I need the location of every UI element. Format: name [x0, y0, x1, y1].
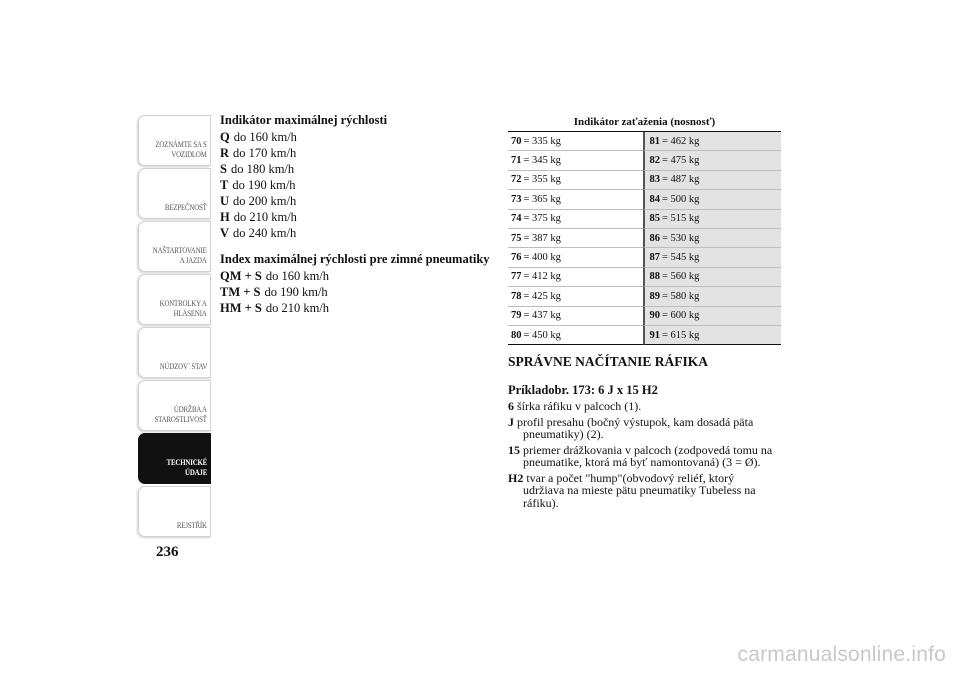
load-value: = 515 kg [662, 213, 700, 225]
table-row [508, 287, 781, 306]
load-code: 73 [511, 193, 522, 205]
table-row [508, 132, 781, 151]
page-number: 236 [156, 544, 179, 560]
winter-speed-row [220, 268, 490, 284]
rim-text: priemer drážkovania v palcoch (zodpovedá tomu na pneumatike, ktorá má byť namontovaná) (3 = Ø). [523, 442, 773, 469]
speed-code: H [220, 210, 230, 224]
table-row [508, 190, 781, 209]
load-value: = 365 kg [523, 193, 561, 205]
load-code: 78 [511, 290, 522, 302]
load-code: 72 [511, 174, 522, 186]
winter-speed-row [220, 300, 490, 316]
speed-index-row [220, 225, 490, 241]
load-value: = 400 kg [523, 252, 561, 264]
table-cell [643, 326, 782, 345]
speed-index-row [220, 209, 490, 225]
speed-value: do 170 km/h [233, 146, 297, 160]
load-value: = 387 kg [523, 232, 561, 244]
load-value: = 355 kg [523, 174, 561, 186]
load-value: = 462 kg [662, 135, 700, 147]
table-cell [643, 151, 782, 170]
load-code: 71 [511, 155, 522, 167]
load-code: 88 [649, 271, 660, 283]
winter-speed-value: do 160 km/h [265, 269, 330, 283]
table-cell [643, 248, 782, 267]
speed-index-title: Indikátor maximálnej rýchlosti [220, 113, 388, 127]
rim-item [508, 472, 778, 510]
load-code: 76 [511, 252, 522, 264]
tab-label: ÚDRŽBA A STAROSTLIVOSŤ [154, 405, 207, 424]
tab-nastartovanie-a-jazda[interactable] [138, 221, 211, 272]
table-cell [508, 229, 643, 248]
tab-nudzovy-stav[interactable] [138, 327, 211, 378]
speed-value: do 240 km/h [233, 226, 297, 240]
table-row [508, 210, 781, 229]
speed-code: S [220, 162, 227, 176]
chapter-sidebar [138, 115, 211, 539]
load-code: 80 [511, 329, 522, 341]
table-cell [508, 268, 643, 287]
table-row [508, 268, 781, 287]
winter-speed-value: do 210 km/h [265, 301, 330, 315]
load-code: 89 [649, 290, 660, 302]
load-value: = 437 kg [523, 310, 561, 322]
load-value: = 500 kg [662, 193, 700, 205]
load-code: 79 [511, 310, 522, 322]
load-code: 81 [649, 135, 660, 147]
tab-zoznamte-sa-s-vozidlom[interactable] [138, 115, 211, 166]
load-code: 84 [649, 193, 660, 205]
winter-speed-index-title: Index maximálnej rýchlosti pre zimné pneumatiky [220, 252, 490, 266]
rim-section-title: SPRÁVNE NAČÍTANIE RÁFIKA [508, 354, 709, 369]
table-cell [508, 307, 643, 326]
winter-speed-code: QM + S [220, 269, 262, 283]
table-row [508, 229, 781, 248]
speed-index-section [220, 113, 490, 316]
load-code: 90 [649, 310, 660, 322]
load-value: = 375 kg [523, 213, 561, 225]
tab-kontrolky-a-hlasenia[interactable] [138, 274, 211, 325]
load-value: = 615 kg [662, 329, 700, 341]
table-cell [508, 151, 643, 170]
table-cell [508, 171, 643, 190]
load-code: 87 [649, 252, 660, 264]
table-cell [643, 171, 782, 190]
tab-technicke-udaje[interactable] [138, 433, 211, 484]
speed-index-row [220, 193, 490, 209]
load-value: = 545 kg [662, 252, 700, 264]
speed-code: R [220, 146, 230, 160]
load-value: = 345 kg [523, 155, 561, 167]
speed-value: do 160 km/h [233, 130, 297, 144]
load-code: 85 [649, 213, 660, 225]
tab-label: NAŠTARTOVANIE A JAZDA [153, 246, 207, 265]
table-cell [643, 210, 782, 229]
table-cell [508, 326, 643, 345]
winter-speed-row [220, 284, 490, 300]
load-code: 75 [511, 232, 522, 244]
table-cell [643, 229, 782, 248]
table-cell [643, 307, 782, 326]
tab-label: ZOZNÁMTE SA S VOZIDLOM [155, 140, 207, 159]
load-value: = 475 kg [662, 155, 700, 167]
table-cell [508, 287, 643, 306]
load-value: = 487 kg [662, 174, 700, 186]
tab-label: KONTROLKY A HLÁSENIA [160, 299, 207, 318]
table-cell [643, 287, 782, 306]
speed-code: T [220, 178, 229, 192]
rim-item [508, 400, 778, 413]
rim-item [508, 444, 778, 469]
table-cell [643, 268, 782, 287]
speed-index-row [220, 145, 490, 161]
winter-speed-code: TM + S [220, 285, 261, 299]
speed-value: do 180 km/h [230, 162, 295, 176]
watermark: carmanualsonline.info [737, 643, 946, 666]
winter-speed-code: HM + S [220, 301, 262, 315]
load-index-title: Indikátor zaťaženia (nosnosť) [573, 116, 716, 128]
table-cell [643, 190, 782, 209]
load-index-table [508, 115, 781, 345]
rim-item [508, 416, 778, 441]
speed-code: V [220, 226, 230, 240]
table-cell [508, 190, 643, 209]
speed-value: do 190 km/h [232, 178, 296, 192]
rim-code: H2 [508, 470, 524, 485]
table-row [508, 151, 781, 170]
rim-code: 15 [508, 442, 520, 457]
table-row [508, 171, 781, 190]
table-row [508, 307, 781, 326]
table-cell [643, 132, 782, 151]
tab-label: BEZPEČNOSŤ [165, 203, 207, 212]
table-row [508, 326, 781, 345]
load-code: 74 [511, 213, 522, 225]
load-index-grid [508, 131, 781, 345]
load-value: = 450 kg [523, 329, 561, 341]
table-cell [508, 210, 643, 229]
table-cell [508, 132, 643, 151]
rim-code: J [508, 414, 514, 429]
rim-text: profil presahu (bočný výstupok, kam dosadá päta pneumatiky) (2). [517, 414, 754, 441]
winter-speed-value: do 190 km/h [264, 285, 328, 299]
load-code: 86 [649, 232, 660, 244]
load-value: = 412 kg [523, 271, 561, 283]
rim-code: 6 [508, 399, 514, 413]
load-value: = 335 kg [523, 135, 561, 147]
speed-index-row [220, 129, 490, 145]
load-value: = 580 kg [662, 290, 700, 302]
tab-bezpecnost[interactable] [138, 168, 211, 219]
table-row [508, 248, 781, 267]
load-code: 77 [511, 271, 522, 283]
speed-code: Q [220, 130, 230, 144]
load-code: 91 [649, 329, 660, 341]
rim-text: šírka ráfiku v palcoch (1). [517, 399, 642, 413]
speed-value: do 200 km/h [233, 194, 297, 208]
speed-code: U [220, 194, 230, 208]
speed-value: do 210 km/h [233, 210, 297, 224]
tab-label: NÚDZOV´ STAV [159, 362, 207, 371]
load-code: 83 [649, 174, 660, 186]
load-code: 70 [511, 135, 522, 147]
speed-index-row [220, 161, 490, 177]
speed-index-row [220, 177, 490, 193]
load-code: 82 [649, 155, 660, 167]
rim-text: tvar a počet "hump"(obvodový reliéf, ktorý udržiava na mieste pätu pneumatiky Tubeless na ráfiku). [523, 470, 756, 510]
table-cell [508, 248, 643, 267]
load-value: = 560 kg [662, 271, 700, 283]
tab-udrzba-a-starostlivost[interactable] [138, 380, 211, 431]
tab-label: REJSTŘÍK [177, 521, 207, 530]
rim-reading-section [508, 354, 778, 512]
tab-label: TECHNICKÉ ÚDAJE [166, 458, 207, 477]
load-value: = 530 kg [662, 232, 700, 244]
load-value: = 600 kg [662, 310, 700, 322]
rim-example: Príkladobr. 173: 6 J x 15 H2 [508, 383, 658, 397]
load-value: = 425 kg [523, 290, 561, 302]
tab-rejstrik[interactable] [138, 486, 211, 537]
